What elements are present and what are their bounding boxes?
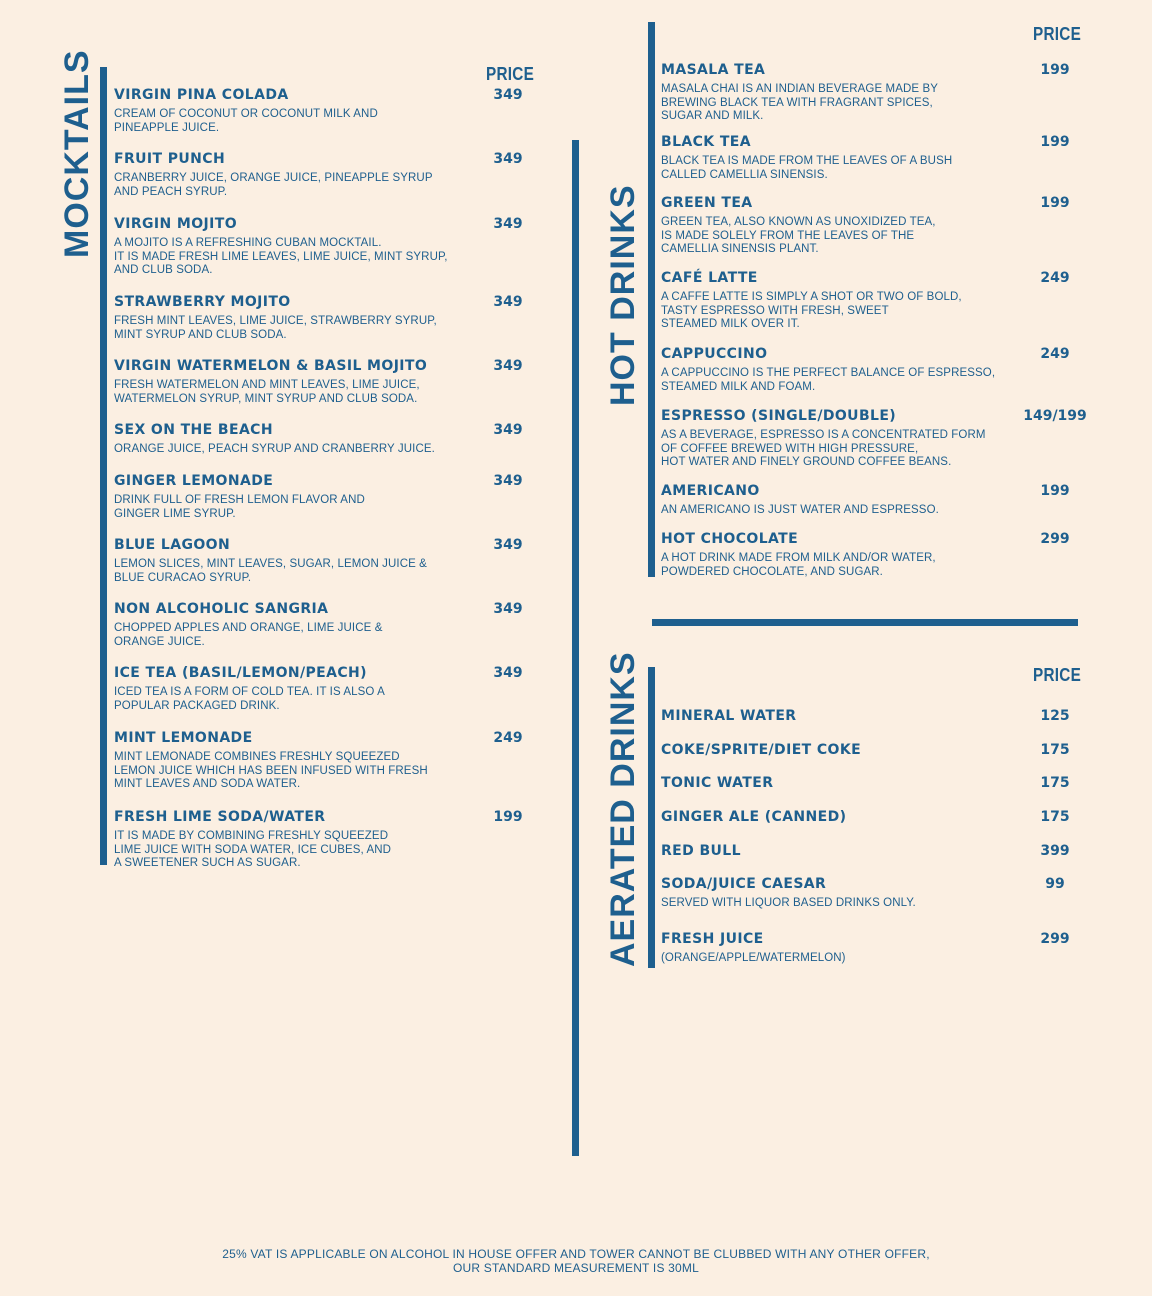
item-name: GINGER ALE (CANNED) [661, 809, 847, 825]
menu-item [661, 345, 1111, 394]
menu-item [114, 421, 554, 457]
item-price: 99 [1045, 876, 1065, 892]
menu-item [661, 741, 1111, 759]
section-title-hot-drinks: HOT DRINKS [604, 184, 642, 406]
item-name: FRUIT PUNCH [114, 151, 226, 167]
hot-drinks-price-header: PRICE [1033, 24, 1082, 44]
item-name: MINERAL WATER [661, 708, 797, 724]
item-name: ICE TEA (BASIL/LEMON/PEACH) [114, 665, 367, 681]
item-price: 125 [1040, 708, 1070, 724]
item-description: FRESH WATERMELON AND MINT LEAVES, LIME JUICE, WATERMELON SYRUP, MINT SYRUP AND CLUB SODA. [114, 379, 420, 405]
menu-item [114, 600, 554, 649]
item-name: CAFÉ LATTE [661, 270, 758, 286]
menu-item [114, 664, 554, 713]
menu-item [661, 482, 1111, 518]
menu-item [114, 86, 554, 135]
item-price: 349 [493, 151, 523, 167]
item-price: 349 [493, 294, 523, 310]
menu-item [114, 150, 554, 199]
item-price: 249 [1040, 270, 1070, 286]
item-name: BLACK TEA [661, 134, 751, 150]
item-name: FRESH LIME SODA/WATER [114, 809, 326, 825]
item-price: 199 [1040, 195, 1070, 211]
item-description: MASALA CHAI IS AN INDIAN BEVERAGE MADE BY BREWING BLACK TEA WITH FRAGRANT SPICES, SUGAR AND MILK. [661, 83, 938, 122]
menu-item [661, 407, 1111, 470]
item-price: 175 [1040, 809, 1070, 825]
item-description: AN AMERICANO IS JUST WATER AND ESPRESSO. [661, 504, 939, 516]
item-name: BLUE LAGOON [114, 537, 231, 553]
item-price: 399 [1040, 843, 1070, 859]
item-price: 349 [493, 422, 523, 438]
mocktails-price-header: PRICE [486, 64, 535, 84]
item-name: HOT CHOCOLATE [661, 531, 799, 547]
item-description: A CAFFE LATTE IS SIMPLY A SHOT OR TWO OF BOLD, TASTY ESPRESSO WITH FRESH, SWEET STEAMED MILK OVER IT. [661, 291, 962, 330]
menu-item [114, 729, 554, 792]
menu-item [114, 215, 554, 278]
item-name: SEX ON THE BEACH [114, 422, 273, 438]
item-description: FRESH MINT LEAVES, LIME JUICE, STRAWBERRY SYRUP, MINT SYRUP AND CLUB SODA. [114, 315, 437, 341]
menu-item [661, 530, 1111, 579]
item-description: ORANGE JUICE, PEACH SYRUP AND CRANBERRY JUICE. [114, 443, 435, 455]
footer-note: 25% VAT IS APPLICABLE ON ALCOHOL IN HOUSE OFFER AND TOWER CANNOT BE CLUBBED WITH ANY OTHER OFFER, OUR STANDARD MEASUREMENT IS 30ML [222, 1247, 930, 1275]
menu-item [661, 930, 1111, 966]
item-price: 199 [1040, 62, 1070, 78]
aerated-drinks-price-header: PRICE [1033, 665, 1082, 685]
mocktails-divider-bar [100, 67, 107, 865]
item-price: 349 [493, 537, 523, 553]
item-name: STRAWBERRY MOJITO [114, 294, 291, 310]
item-price: 349 [493, 87, 523, 103]
item-description: ICED TEA IS A FORM OF COLD TEA. IT IS ALSO A POPULAR PACKAGED DRINK. [114, 686, 385, 712]
menu-item [661, 61, 1111, 124]
item-description: LEMON SLICES, MINT LEAVES, SUGAR, LEMON JUICE & BLUE CURACAO SYRUP. [114, 558, 427, 584]
menu-item [661, 133, 1111, 182]
menu-item [114, 357, 554, 406]
item-description: A MOJITO IS A REFRESHING CUBAN MOCKTAIL. IT IS MADE FRESH LIME LEAVES, LIME JUICE, MINT SYRUP, AND CLUB SODA. [114, 237, 448, 276]
aerated-drinks-divider-bar [648, 667, 655, 968]
item-name: MASALA TEA [661, 62, 766, 78]
menu-item [114, 536, 554, 585]
item-description: A CAPPUCCINO IS THE PERFECT BALANCE OF ESPRESSO, STEAMED MILK AND FOAM. [661, 367, 996, 393]
menu-item [661, 808, 1111, 826]
item-description: MINT LEMONADE COMBINES FRESHLY SQUEEZED LEMON JUICE WHICH HAS BEEN INFUSED WITH FRESH MINT LEAVES AND SODA WATER. [114, 751, 428, 790]
item-description: GREEN TEA, ALSO KNOWN AS UNOXIDIZED TEA, IS MADE SOLELY FROM THE LEAVES OF THE CAMELLIA SINENSIS PLANT. [661, 216, 936, 255]
section-title-mocktails: MOCKTAILS [58, 49, 96, 258]
item-price: 349 [493, 601, 523, 617]
menu-item [661, 707, 1111, 725]
item-description: SERVED WITH LIQUOR BASED DRINKS ONLY. [661, 897, 916, 909]
item-price: 199 [493, 809, 523, 825]
hot-drinks-divider-bar [648, 22, 655, 577]
item-name: ESPRESSO (SINGLE/DOUBLE) [661, 408, 897, 424]
section-title-aerated-drinks: AERATED DRINKS [604, 651, 642, 967]
menu-item [114, 293, 554, 342]
item-description: AS A BEVERAGE, ESPRESSO IS A CONCENTRATED FORM OF COFFEE BREWED WITH HIGH PRESSURE, HOT WATER AND FINELY GROUND COFFEE BEANS. [661, 429, 986, 468]
item-price: 349 [493, 216, 523, 232]
menu-item [661, 269, 1111, 332]
item-price: 249 [493, 730, 523, 746]
item-name: AMERICANO [661, 483, 760, 499]
item-name: VIRGIN WATERMELON & BASIL MOJITO [114, 358, 428, 374]
item-price: 249 [1040, 346, 1070, 362]
item-description: DRINK FULL OF FRESH LEMON FLAVOR AND GINGER LIME SYRUP. [114, 494, 365, 520]
item-price: 149/199 [1023, 408, 1087, 424]
item-description: (ORANGE/APPLE/WATERMELON) [661, 952, 846, 964]
item-name: GREEN TEA [661, 195, 753, 211]
item-price: 349 [493, 665, 523, 681]
item-description: BLACK TEA IS MADE FROM THE LEAVES OF A BUSH CALLED CAMELLIA SINENSIS. [661, 155, 953, 181]
item-name: COKE/SPRITE/DIET COKE [661, 742, 862, 758]
item-name: GINGER LEMONADE [114, 473, 274, 489]
item-price: 299 [1040, 931, 1070, 947]
item-price: 199 [1040, 134, 1070, 150]
item-price: 349 [493, 473, 523, 489]
item-name: TONIC WATER [661, 775, 774, 791]
item-name: FRESH JUICE [661, 931, 764, 947]
item-description: CHOPPED APPLES AND ORANGE, LIME JUICE & ORANGE JUICE. [114, 622, 383, 648]
item-price: 349 [493, 358, 523, 374]
menu-item [114, 472, 554, 521]
item-description: A HOT DRINK MADE FROM MILK AND/OR WATER, POWDERED CHOCOLATE, AND SUGAR. [661, 552, 936, 578]
menu-item [661, 842, 1111, 860]
item-price: 299 [1040, 531, 1070, 547]
menu-item [114, 808, 554, 871]
item-name: VIRGIN PINA COLADA [114, 87, 289, 103]
item-name: VIRGIN MOJITO [114, 216, 238, 232]
item-name: RED BULL [661, 843, 741, 859]
section-separator-bar [652, 619, 1078, 626]
item-price: 199 [1040, 483, 1070, 499]
item-price: 175 [1040, 775, 1070, 791]
center-divider-bar [572, 140, 579, 1156]
menu-item [661, 774, 1111, 792]
item-price: 175 [1040, 742, 1070, 758]
item-description: CREAM OF COCONUT OR COCONUT MILK AND PINEAPPLE JUICE. [114, 108, 378, 134]
item-name: NON ALCOHOLIC SANGRIA [114, 601, 329, 617]
item-name: MINT LEMONADE [114, 730, 253, 746]
item-description: IT IS MADE BY COMBINING FRESHLY SQUEEZED LIME JUICE WITH SODA WATER, ICE CUBES, AND A SWEETENER SUCH AS SUGAR. [114, 830, 392, 869]
menu-item [661, 194, 1111, 257]
item-name: CAPPUCCINO [661, 346, 768, 362]
item-name: SODA/JUICE CAESAR [661, 876, 827, 892]
menu-item [661, 875, 1111, 911]
item-description: CRANBERRY JUICE, ORANGE JUICE, PINEAPPLE SYRUP AND PEACH SYRUP. [114, 172, 433, 198]
